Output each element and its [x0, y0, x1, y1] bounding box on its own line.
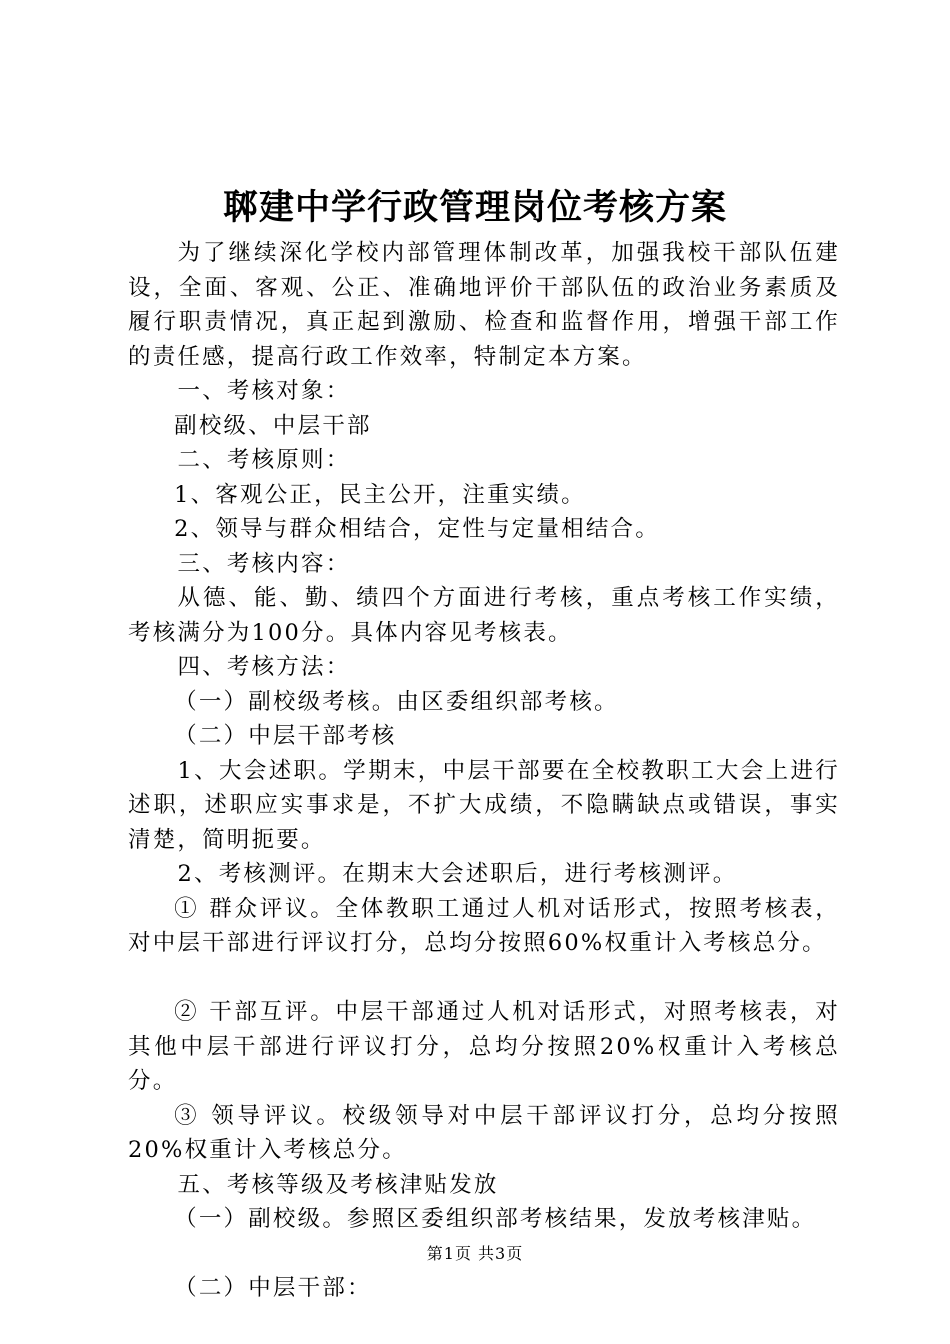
- paragraph-peer-review: ② 干部互评。中层干部通过人机对话形式，对照考核表，对其他中层干部进行评议打分，总均分按照20%权重计入考核总分。: [128, 999, 840, 1094]
- paragraph-content: 从德、能、勤、绩四个方面进行考核，重点考核工作实绩，考核满分为100分。具体内容见考核表。: [128, 585, 840, 646]
- heading-grades-allowance: 五、考核等级及考核津贴发放: [177, 1171, 499, 1198]
- paragraph-public-review: ① 群众评议。全体教职工通过人机对话形式，按照考核表，对中层干部进行评议打分，总均分按照60%权重计入考核总分。: [128, 895, 840, 956]
- document-body: [128, 236, 840, 1306]
- paragraph-principle-1: 1、客观公正，民主公开，注重实绩。: [174, 481, 586, 508]
- heading-assessment-targets: 一、考核对象：: [177, 378, 351, 404]
- paragraph-intro: 为了继续深化学校内部管理体制改革，加强我校干部队伍建设，全面、客观、公正、准确地评价干部队伍的政治业务素质及履行职责情况，真正起到激励、检查和监督作用，增强干部工作的责任感，提高行政工作效率，特制定本方案。: [128, 240, 840, 370]
- paragraph-report: 1、大会述职。学期末，中层干部要在全校教职工大会上进行述职，述职应实事求是，不扩大成绩，不隐瞒缺点或错误，事实清楚，简明扼要。: [128, 757, 840, 853]
- paragraph-leader-review: ③ 领导评议。校级领导对中层干部评议打分，总均分按照20%权重计入考核总分。: [128, 1102, 840, 1163]
- paragraph-allowance-vice-principal: （一）副校级。参照区委组织部考核结果，发放考核津贴。: [174, 1206, 817, 1232]
- heading-assessment-principles: 二、考核原则：: [177, 447, 351, 473]
- paragraph-allowance-middle-cadres: （二）中层干部：: [174, 1275, 372, 1301]
- paragraph-method-vice-principal: （一）副校级考核。由区委组织部考核。: [174, 688, 619, 715]
- blank-line: [128, 961, 840, 996]
- heading-assessment-content: 三、考核内容：: [177, 550, 351, 577]
- page-footer: 第1页 共3页: [426, 1244, 524, 1263]
- paragraph-method-middle-cadres: （二）中层干部考核: [174, 723, 397, 749]
- paragraph-principle-2: 2、领导与群众相结合，定性与定量相结合。: [174, 516, 660, 542]
- paragraph-evaluation: 2、考核测评。在期末大会述职后，进行考核测评。: [177, 861, 738, 887]
- document-title: 郰建中学行政管理岗位考核方案: [222, 187, 727, 228]
- heading-assessment-methods: 四、考核方法：: [177, 654, 351, 680]
- paragraph-targets: 副校级、中层干部: [174, 412, 372, 439]
